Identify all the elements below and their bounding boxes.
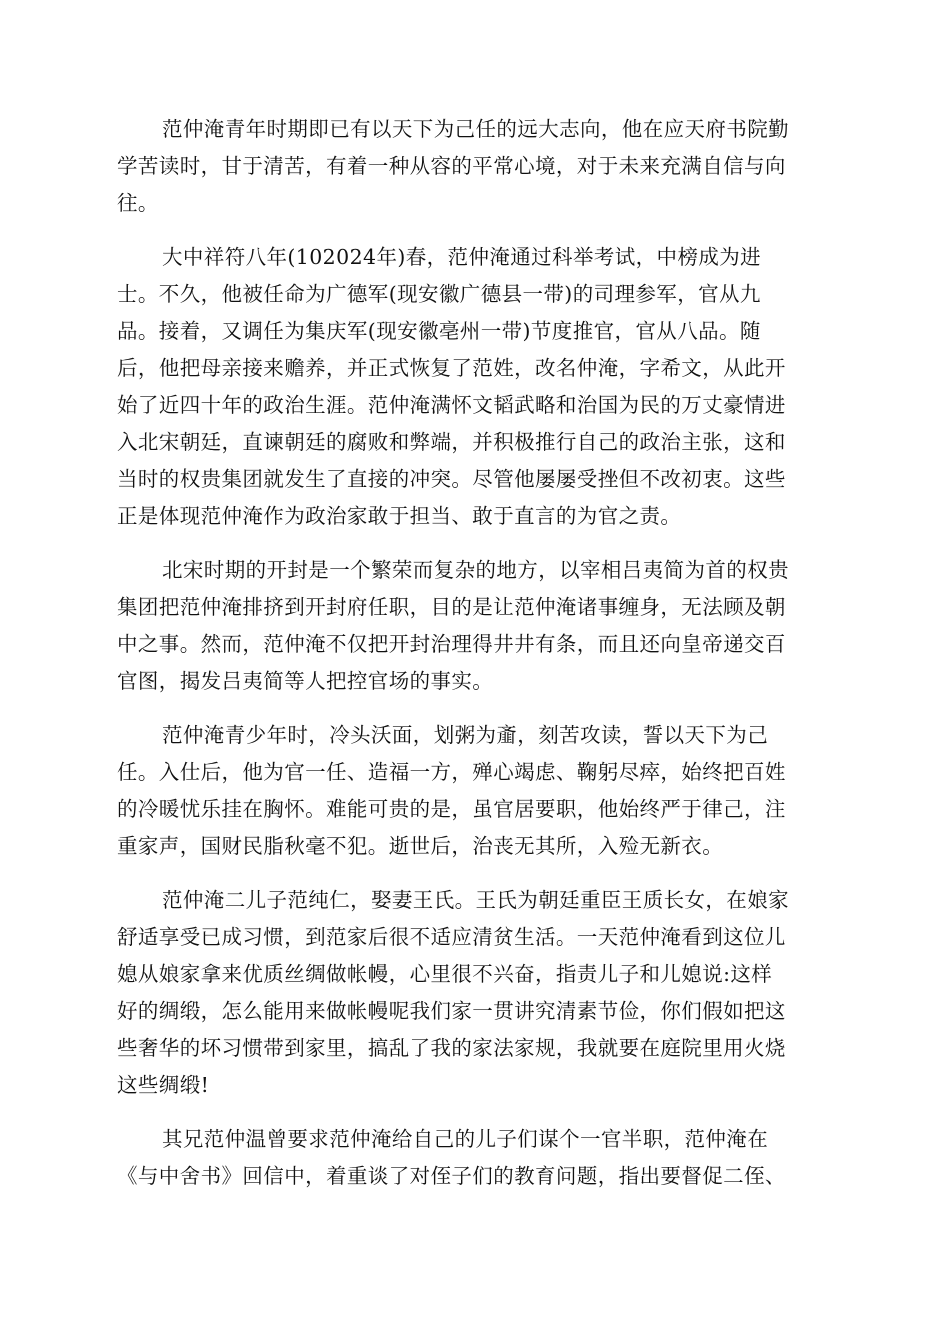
text-line: 范仲淹青年时期即已有以天下为己任的远大志向，他在应天府书院勤 [162, 117, 789, 141]
text-line: 后，他把母亲接来赡养，并正式恢复了范姓，改名仲淹，字希文，从此开 [117, 356, 786, 380]
text-line: 媳从娘家拿来优质丝绸做帐幔，心里很不兴奋，指责儿子和儿媳说:这样 [117, 962, 773, 986]
text-line: 始了近四十年的政治生涯。范仲淹满怀文韬武略和治国为民的万丈豪情进 [117, 393, 786, 417]
text-line: 的冷暖忧乐挂在胸怀。难能可贵的是，虽官居要职，他始终严于律己，注 [117, 797, 786, 821]
text-line: 重家声，国财民脂秋毫不犯。逝世后，治丧无其所，入殓无新衣。 [117, 834, 724, 858]
text-line: 任。入仕后，他为官一任、造福一方，殚心竭虑、鞠躬尽瘁，始终把百姓 [117, 760, 786, 784]
text-line: 范仲淹二儿子范纯仁，娶妻王氏。王氏为朝廷重臣王质长女，在娘家 [162, 888, 789, 912]
paragraph [117, 882, 840, 1104]
text-line: 官图，揭发吕夷简等人把控官场的事实。 [117, 669, 494, 693]
text-line: 舒适享受已成习惯，到范家后很不适应清贫生活。一天范仲淹看到这位儿 [117, 925, 786, 949]
text-line: 大中祥符八年(102024年)春，范仲淹通过科举考试，中榜成为进 [162, 245, 762, 269]
text-line: 些奢华的坏习惯带到家里，搞乱了我的家法家规，我就要在庭院里用火烧 [117, 1036, 786, 1060]
paragraph [117, 239, 840, 535]
document-body [117, 111, 840, 1195]
text-line: 往。 [117, 191, 159, 215]
text-line: 北宋时期的开封是一个繁荣而复杂的地方，以宰相吕夷简为首的权贵 [162, 558, 789, 582]
text-line: 中之事。然而，范仲淹不仅把开封治理得井井有条，而且还向皇帝递交百 [117, 632, 786, 656]
text-line: 其兄范仲温曾要求范仲淹给自己的儿子们谋个一官半职，范仲淹在 [162, 1127, 769, 1151]
text-line: 学苦读时，甘于清苦，有着一种从容的平常心境，对于未来充满自信与向 [117, 154, 786, 178]
text-line: 集团把范仲淹排挤到开封府任职，目的是让范仲淹诸事缠身，无法顾及朝 [117, 595, 786, 619]
text-line: 这些绸缎! [117, 1073, 210, 1097]
text-line: 当时的权贵集团就发生了直接的冲突。尽管他屡屡受挫但不改初衷。这些 [117, 467, 786, 491]
paragraph [117, 111, 840, 222]
text-line: 士。不久，他被任命为广德军(现安徽广德县一带)的司理参军，官从九 [117, 282, 761, 306]
text-line: 范仲淹青少年时，冷头沃面，划粥为齑，刻苦攻读，誓以天下为己 [162, 723, 769, 747]
paragraph [117, 1121, 840, 1195]
text-line: 好的绸缎，怎么能用来做帐幔呢我们家一贯讲究清素节俭，你们假如把这 [117, 999, 786, 1023]
text-line: 正是体现范仲淹作为政治家敢于担当、敢于直言的为官之责。 [117, 504, 682, 528]
text-line: 品。接着，又调任为集庆军(现安徽亳州一带)节度推官，官从八品。随 [117, 319, 761, 343]
text-line: 入北宋朝廷，直谏朝廷的腐败和弊端，并积极推行自己的政治主张，这和 [117, 430, 786, 454]
paragraph [117, 552, 840, 700]
text-line: 《与中舍书》回信中，着重谈了对侄子们的教育问题，指出要督促二侄、 [117, 1164, 786, 1188]
paragraph [117, 717, 840, 865]
